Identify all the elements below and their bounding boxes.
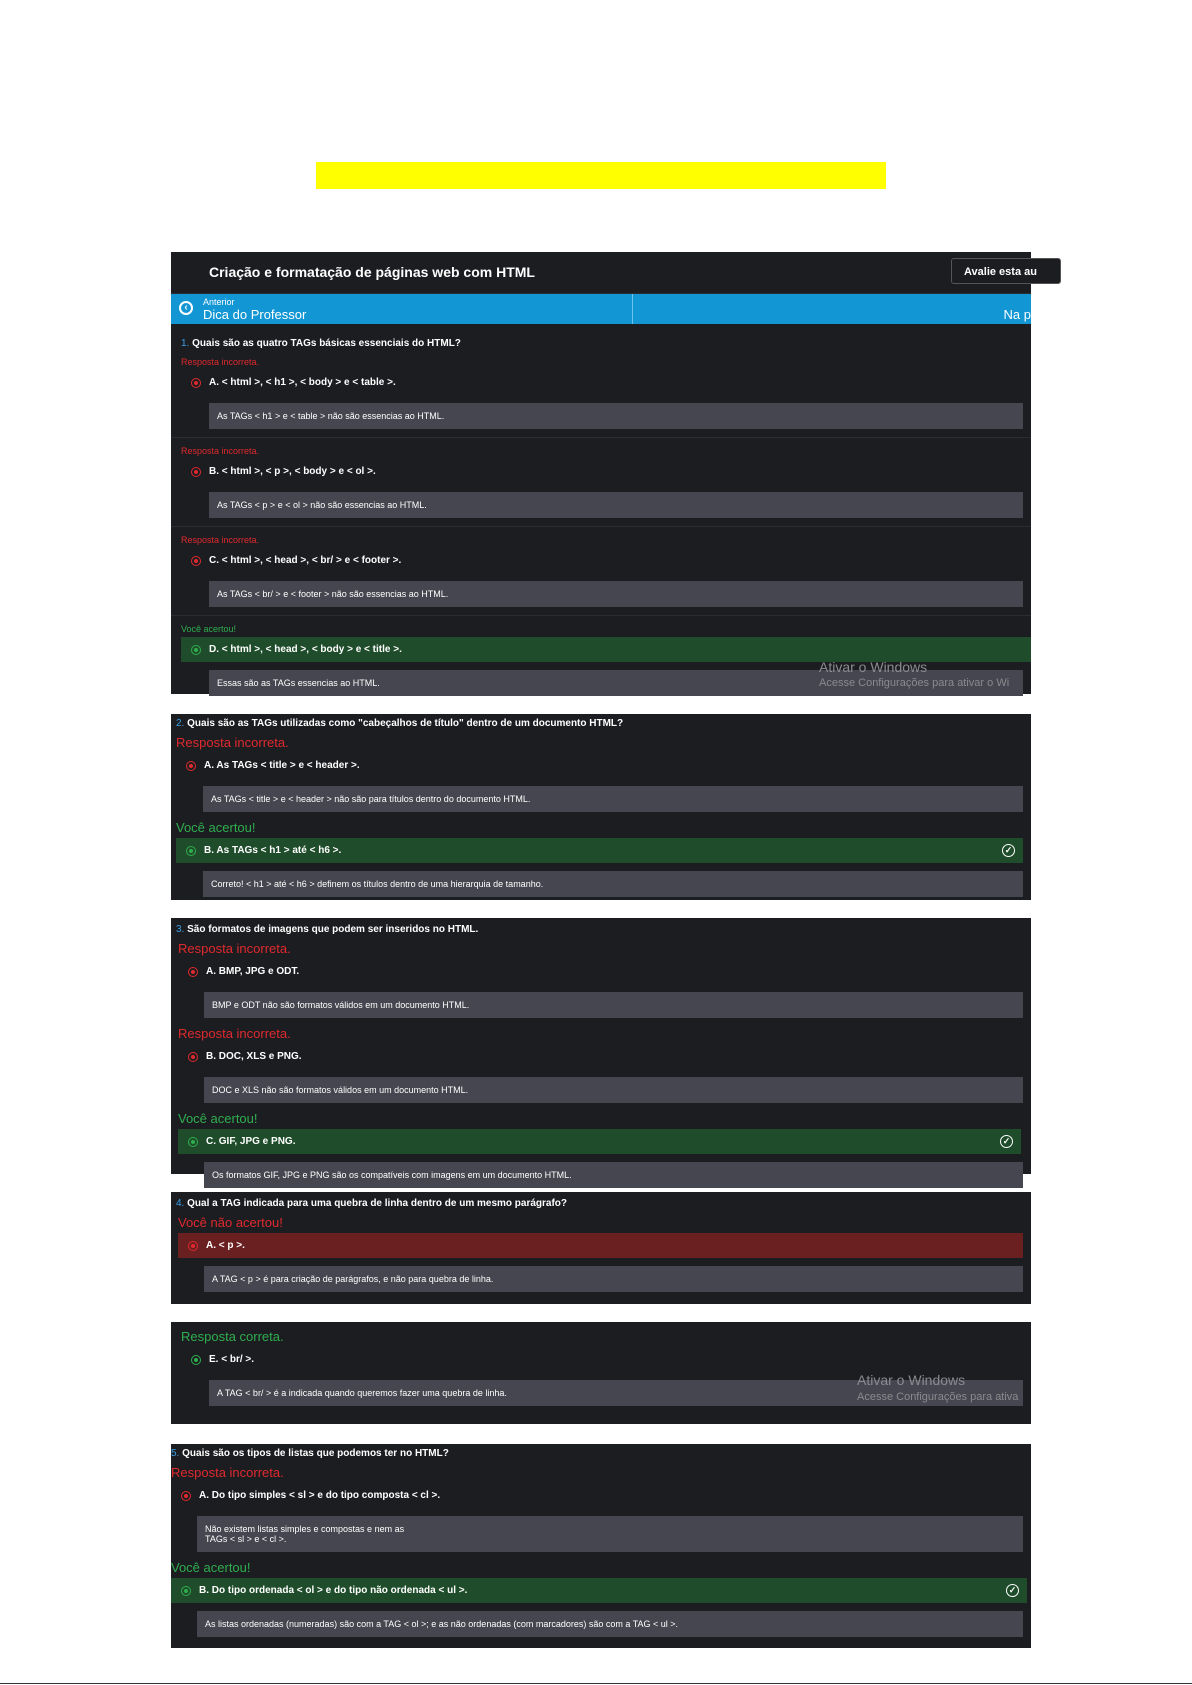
question-3 <box>171 918 1031 935</box>
next-lesson-link[interactable]: Na p <box>1003 307 1031 322</box>
feedback-line: TAGs < sl > e < cl >. <box>205 1534 287 1544</box>
answer-status: Você acertou! <box>178 1111 258 1126</box>
radio-selected-icon <box>191 1355 201 1365</box>
feedback-box: As TAGs < title > e < header > não são para títulos dentro do documento HTML. <box>203 786 1023 812</box>
option-label: D. < html >, < head >, < body > e < title >. <box>209 644 402 655</box>
option-b[interactable] <box>176 838 1023 863</box>
option-label: A. Do tipo simples < sl > e do tipo composta < cl >. <box>199 1490 441 1501</box>
quiz-panel-6 <box>171 1444 1031 1648</box>
feedback-box: As TAGs < br/ > e < footer > não são essencias ao HTML. <box>209 581 1023 607</box>
question-1 <box>171 324 1031 349</box>
question-2 <box>171 714 1031 729</box>
option-b[interactable] <box>171 1578 1027 1603</box>
radio-selected-icon <box>191 556 201 566</box>
feedback-box: Os formatos GIF, JPG e PNG são os compatíveis com imagens em um documento HTML. <box>204 1162 1023 1188</box>
question-number: 2. <box>176 718 185 729</box>
question-5 <box>171 1444 1031 1459</box>
check-icon: ✓ <box>1002 844 1015 857</box>
answer-status: Você não acertou! <box>178 1215 283 1230</box>
option-b[interactable] <box>178 1044 1031 1069</box>
option-label: C. < html >, < head >, < br/ > e < footer >. <box>209 555 402 566</box>
question-text: Qual a TAG indicada para uma quebra de linha dentro de um mesmo parágrafo? <box>187 1198 568 1209</box>
option-a[interactable] <box>171 1483 1031 1508</box>
answer-status: Resposta incorreta. <box>181 535 260 545</box>
answer-status: Resposta correta. <box>181 1329 284 1344</box>
divider <box>171 437 1031 438</box>
windows-watermark-sub: Acesse Configurações para ativa <box>857 1391 1019 1403</box>
option-e[interactable] <box>181 1347 1031 1372</box>
option-b[interactable] <box>181 459 1031 484</box>
windows-watermark: Ativar o Windows <box>857 1372 966 1388</box>
option-a[interactable] <box>178 959 1031 984</box>
answer-status: Resposta incorreta. <box>181 357 260 367</box>
quiz-panel-3 <box>171 918 1031 1180</box>
option-label: A. As TAGs < title > e < header >. <box>204 760 360 771</box>
answer-status: Você acertou! <box>171 1560 251 1575</box>
question-number: 3. <box>176 924 185 935</box>
option-label: A. < html >, < h1 >, < body > e < table >. <box>209 377 396 388</box>
feedback-box: As TAGs < h1 > e < table > não são essencias ao HTML. <box>209 403 1023 429</box>
feedback-box <box>197 1516 1023 1552</box>
option-label: B. < html >, < p >, < body > e < ol >. <box>209 466 376 477</box>
windows-watermark-sub: Acesse Configurações para ativar o Wi <box>819 677 1010 689</box>
answer-status: Resposta incorreta. <box>178 1026 291 1041</box>
yellow-highlight-bar <box>316 162 886 189</box>
radio-selected-icon <box>188 1241 198 1251</box>
question-number: 4. <box>176 1198 185 1209</box>
feedback-box: As listas ordenadas (numeradas) são com a TAG < ol >; e as não ordenadas (com marcadores) são com a TAG < ul >. <box>197 1611 1023 1637</box>
windows-watermark: Ativar o Windows <box>819 659 928 675</box>
radio-selected-icon <box>188 1137 198 1147</box>
option-a[interactable] <box>178 1233 1023 1258</box>
question-number: 1. <box>181 338 190 349</box>
question-4 <box>171 1192 1031 1209</box>
question-text: São formatos de imagens que podem ser inseridos no HTML. <box>187 924 479 935</box>
question-text: Quais são as quatro TAGs básicas essenciais do HTML? <box>192 338 461 349</box>
radio-selected-icon <box>191 378 201 388</box>
option-c[interactable] <box>178 1129 1021 1154</box>
radio-selected-icon <box>188 967 198 977</box>
feedback-box: A TAG < p > é para criação de parágrafos, e não para quebra de linha. <box>204 1266 1023 1292</box>
lesson-navbar <box>171 294 1031 324</box>
check-icon: ✓ <box>1000 1135 1013 1148</box>
feedback-box: Correto! < h1 > até < h6 > definem os títulos dentro de uma hierarquia de tamanho. <box>203 871 1023 897</box>
radio-selected-icon <box>181 1586 191 1596</box>
answer-status: Resposta incorreta. <box>176 735 289 750</box>
divider <box>171 615 1031 616</box>
feedback-box: As TAGs < p > e < ol > não são essencias ao HTML. <box>209 492 1023 518</box>
course-title: Criação e formatação de páginas web com HTML <box>209 264 535 280</box>
page-bottom-line <box>0 1683 1192 1684</box>
feedback-box: Essas são as TAGs essencias ao HTML. <box>209 670 1023 696</box>
feedback-box: BMP e ODT não são formatos válidos em um documento HTML. <box>204 992 1023 1018</box>
course-header <box>171 252 1037 294</box>
answer-status: Resposta incorreta. <box>181 446 260 456</box>
divider <box>171 526 1031 527</box>
option-c[interactable] <box>181 548 1031 573</box>
option-label: B. Do tipo ordenada < ol > e do tipo não ordenada < ul >. <box>199 1585 468 1596</box>
answer-status: Você acertou! <box>181 624 237 634</box>
quiz-panel-1 <box>171 252 1037 694</box>
question-number: 5. <box>171 1448 180 1459</box>
radio-selected-icon <box>186 846 196 856</box>
check-icon: ✓ <box>1006 1584 1019 1597</box>
answer-status: Resposta incorreta. <box>171 1465 284 1480</box>
option-label: A. < p >. <box>206 1240 245 1251</box>
quiz-panel-5 <box>171 1322 1031 1424</box>
answer-status: Resposta incorreta. <box>178 941 291 956</box>
radio-selected-icon <box>191 645 201 655</box>
nav-divider <box>632 294 633 324</box>
answer-status: Você acertou! <box>176 820 256 835</box>
prev-caption[interactable]: Anterior <box>203 297 235 307</box>
option-label: B. As TAGs < h1 > até < h6 >. <box>204 845 342 856</box>
option-label: B. DOC, XLS e PNG. <box>206 1051 302 1062</box>
feedback-box: A TAG < br/ > é a indicada quando queremos fazer uma quebra de linha. <box>209 1380 1023 1406</box>
option-a[interactable] <box>181 370 1031 395</box>
question-text: Quais são as TAGs utilizadas como "cabeçalhos de título" dentro de um documento HTML? <box>187 718 624 729</box>
quiz-panel-2 <box>171 714 1031 900</box>
option-label: C. GIF, JPG e PNG. <box>206 1136 296 1147</box>
radio-selected-icon <box>191 467 201 477</box>
question-text: Quais são os tipos de listas que podemos ter no HTML? <box>182 1448 449 1459</box>
radio-selected-icon <box>188 1052 198 1062</box>
radio-selected-icon <box>181 1491 191 1501</box>
feedback-line: Não existem listas simples e compostas e nem as <box>205 1524 405 1534</box>
option-label: A. BMP, JPG e ODT. <box>206 966 300 977</box>
feedback-box: DOC e XLS não são formatos válidos em um documento HTML. <box>204 1077 1023 1103</box>
radio-selected-icon <box>186 761 196 771</box>
rate-button[interactable]: Avalie esta au <box>951 258 1061 284</box>
quiz-panel-4 <box>171 1192 1031 1304</box>
prev-lesson-link[interactable]: Dica do Professor <box>203 307 307 322</box>
option-a[interactable] <box>176 753 1031 778</box>
option-label: E. < br/ >. <box>209 1354 255 1365</box>
back-arrow-icon[interactable]: ‹ <box>179 301 193 315</box>
